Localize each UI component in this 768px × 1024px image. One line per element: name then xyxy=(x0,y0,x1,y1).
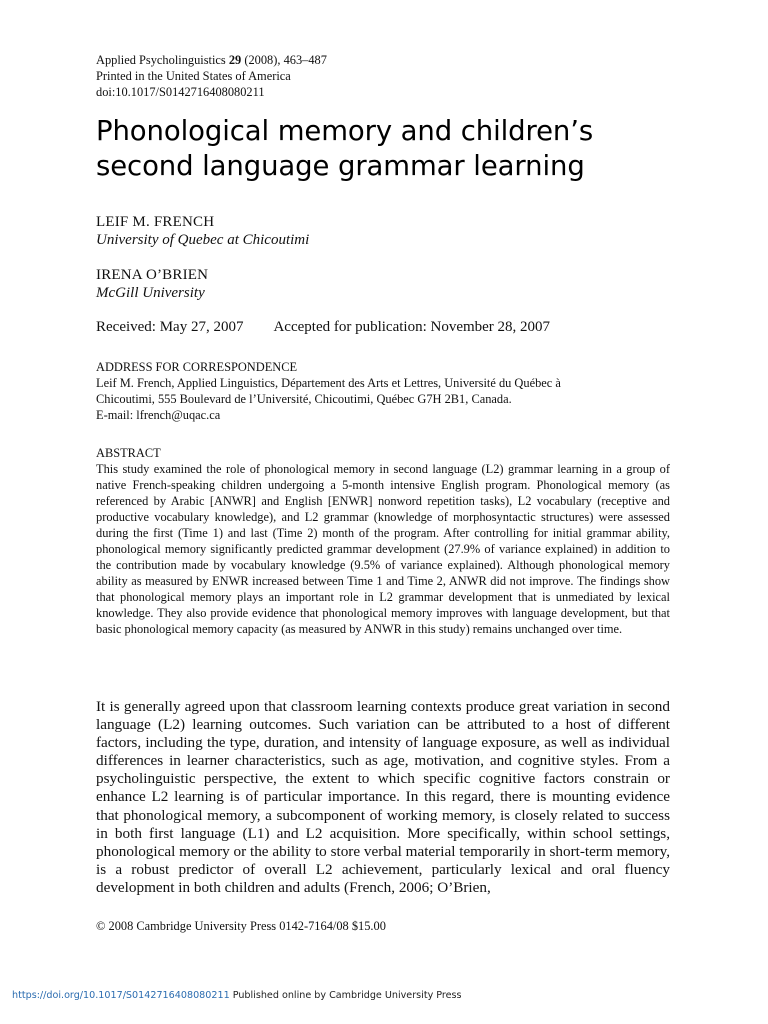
body-paragraph: It is generally agreed upon that classroom learning contexts produce great variation in second language (L2) learning outcomes. Such variation can be attributed to a host of different factors, including the type, duration, and intensity of language exposure, as well as individual differences in learner characteristics, such as age, motivation, and cognitive styles. From a psycholinguistic perspective, the extent to which specific cognitive factors constrain or enhance L2 learning is of particular importance. In this regard, there is mounting evidence that phonological memory, a subcomponent of working memory, is closely related to success in both first language (L1) and L2 acquisition. More specifically, within school settings, phonological memory or the ability to store verbal material temporarily in short-term memory, is a robust predictor of overall L2 achievement, particularly lexical and oral fluency development in both children and adults (French, 2006; O’Brien, xyxy=(96,698,670,896)
published-online-text: Published online by Cambridge University Press xyxy=(229,990,462,1001)
received-date: Received: May 27, 2007 xyxy=(96,319,244,335)
author-block xyxy=(96,213,309,249)
article-dates xyxy=(96,318,550,336)
correspondence-heading: ADDRESS FOR CORRESPONDENCE xyxy=(96,360,298,374)
copyright-notice: © 2008 Cambridge University Press 0142-7164/08 $15.00 xyxy=(96,919,386,933)
abstract-block xyxy=(96,445,670,637)
journal-doi: doi:10.1017/S0142716408080211 xyxy=(96,85,265,99)
correspondence-email: E-mail: lfrench@uqac.ca xyxy=(96,408,221,422)
journal-volume: 29 xyxy=(228,53,242,67)
article-title xyxy=(96,114,696,184)
author-name: IRENA O’BRIEN xyxy=(96,267,209,283)
author-block xyxy=(96,266,208,302)
author-affiliation: McGill University xyxy=(96,285,205,301)
journal-line-1: Applied Psycholinguistics 29 (2008), 463–487 xyxy=(96,53,327,67)
title-line-1: Phonological memory and children’s xyxy=(96,115,594,147)
abstract-heading: ABSTRACT xyxy=(96,446,161,460)
abstract-text: This study examined the role of phonological memory in second language (L2) grammar learning in a group of native French-speaking children undergoing a 5-month intensive English program. Phonological memory (as referenced by Arabic [ANWR] and English [ENWR] nonword repetition tasks), L2 vocabulary (receptive and productive vocabulary knowledge), and L2 grammar (knowledge of morphosyntactic structures) were assessed during the first (Time 1) and last (Time 2) month of the program. After controlling for initial grammar ability, phonological memory significantly predicted grammar development (27.9% of variance explained) in addition to the contribution made by vocabulary knowledge (9.5% of variance explained). Although phonological memory ability as measured by ENWR increased between Time 1 and Time 2, ANWR did not improve. The findings show that phonological memory plays an important role in L2 grammar development that is unmediated by lexical knowledge. They also provide evidence that phonological memory improves with language development, but that basic phonological memory capacity (as measured by ANWR in this study) remains unchanged over time. xyxy=(96,462,670,636)
journal-line-2: Printed in the United States of America xyxy=(96,69,291,83)
title-line-2: second language grammar learning xyxy=(96,150,585,182)
doi-link[interactable]: https://doi.org/10.1017/S0142716408080211 xyxy=(12,990,230,1001)
author-affiliation: University of Quebec at Chicoutimi xyxy=(96,232,310,248)
accepted-date: Accepted for publication: November 28, 2007 xyxy=(273,319,551,335)
journal-citation xyxy=(96,52,327,100)
page-footer xyxy=(12,990,462,1002)
correspondence-line: Leif M. French, Applied Linguistics, Département des Arts et Lettres, Université du Québec à xyxy=(96,376,561,390)
correspondence-block xyxy=(96,359,672,423)
correspondence-line: Chicoutimi, 555 Boulevard de l’Université, Chicoutimi, Québec G7H 2B1, Canada. xyxy=(96,392,512,406)
author-name: LEIF M. FRENCH xyxy=(96,214,215,230)
